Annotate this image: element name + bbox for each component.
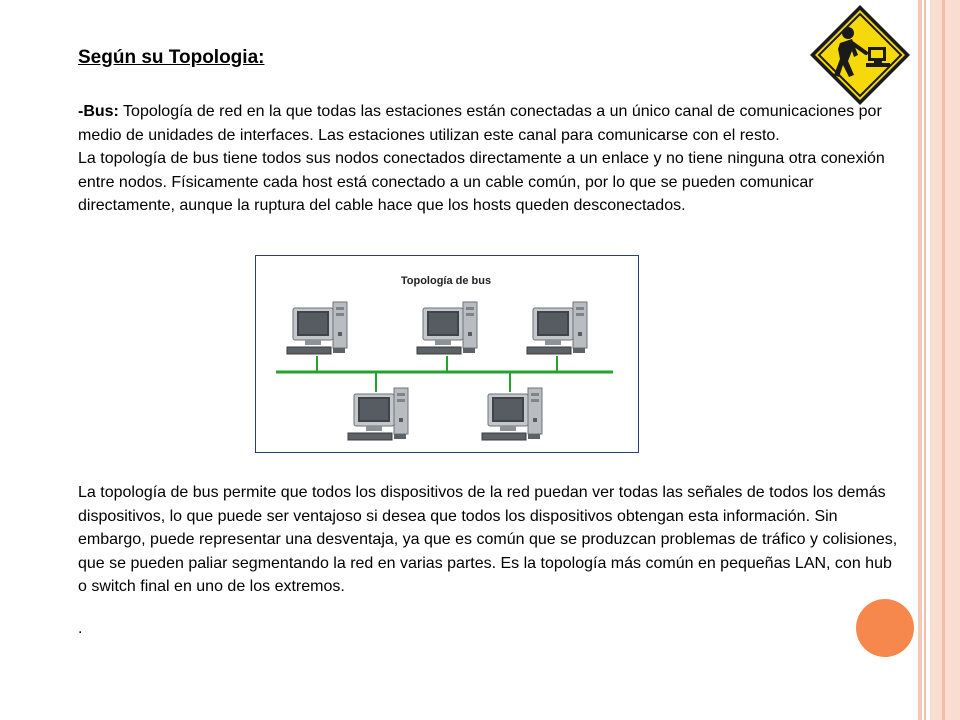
bus-topology-svg [256, 256, 638, 452]
decorative-stripe [942, 0, 945, 720]
construction-sign-icon [808, 3, 912, 112]
bus-advantages-paragraph: La topología de bus permite que todos los dispositivos de la red puedan ver todas las señales de todos los demás dispositivos, lo que puede ser ventajoso si desea que todos los dispositivos obtengan esta información. Sin embargo, puede representar una desventaja, ya que es común que se produzcan problemas de tráfico y colisiones, que se pueden paliar segmentando la red en varias partes. Es la topología más común en pequeñas LAN, con hub o switch final en uno de los extremos. [78, 484, 898, 595]
decorative-stripe [930, 0, 960, 720]
bus-definition-text: Topología de red en la que todas las estaciones están conectadas a un único canal de comunicaciones por medio de unidades de interfaces. Las estaciones utilizan este canal para comunicarse con el resto. [78, 103, 882, 144]
slide-title: Según su Topologia: [78, 47, 265, 68]
trailing-dot: . [78, 620, 83, 637]
decorative-stripe [918, 0, 922, 720]
bus-label: -Bus: [78, 103, 119, 120]
decorative-orange-circle [856, 599, 914, 657]
bus-description-text: La topología de bus tiene todos sus nodos conectados directamente a un enlace y no tiene ninguna otra conexión entre nodos. Físicamente cada host está conectado a un cable común, por lo que se pueden comunicar directamente, aunque la ruptura del cable hace que los hosts queden desconectados. [78, 150, 885, 214]
computer-icon [417, 302, 477, 354]
bus-topology-diagram [255, 255, 639, 453]
computer-icon [482, 388, 542, 440]
decorative-stripe [924, 0, 926, 720]
computer-icon [527, 302, 587, 354]
computer-icon [287, 302, 347, 354]
diagram-title: Topología de bus [400, 275, 492, 287]
bus-definition-paragraph [78, 100, 908, 218]
computer-icon [348, 388, 408, 440]
